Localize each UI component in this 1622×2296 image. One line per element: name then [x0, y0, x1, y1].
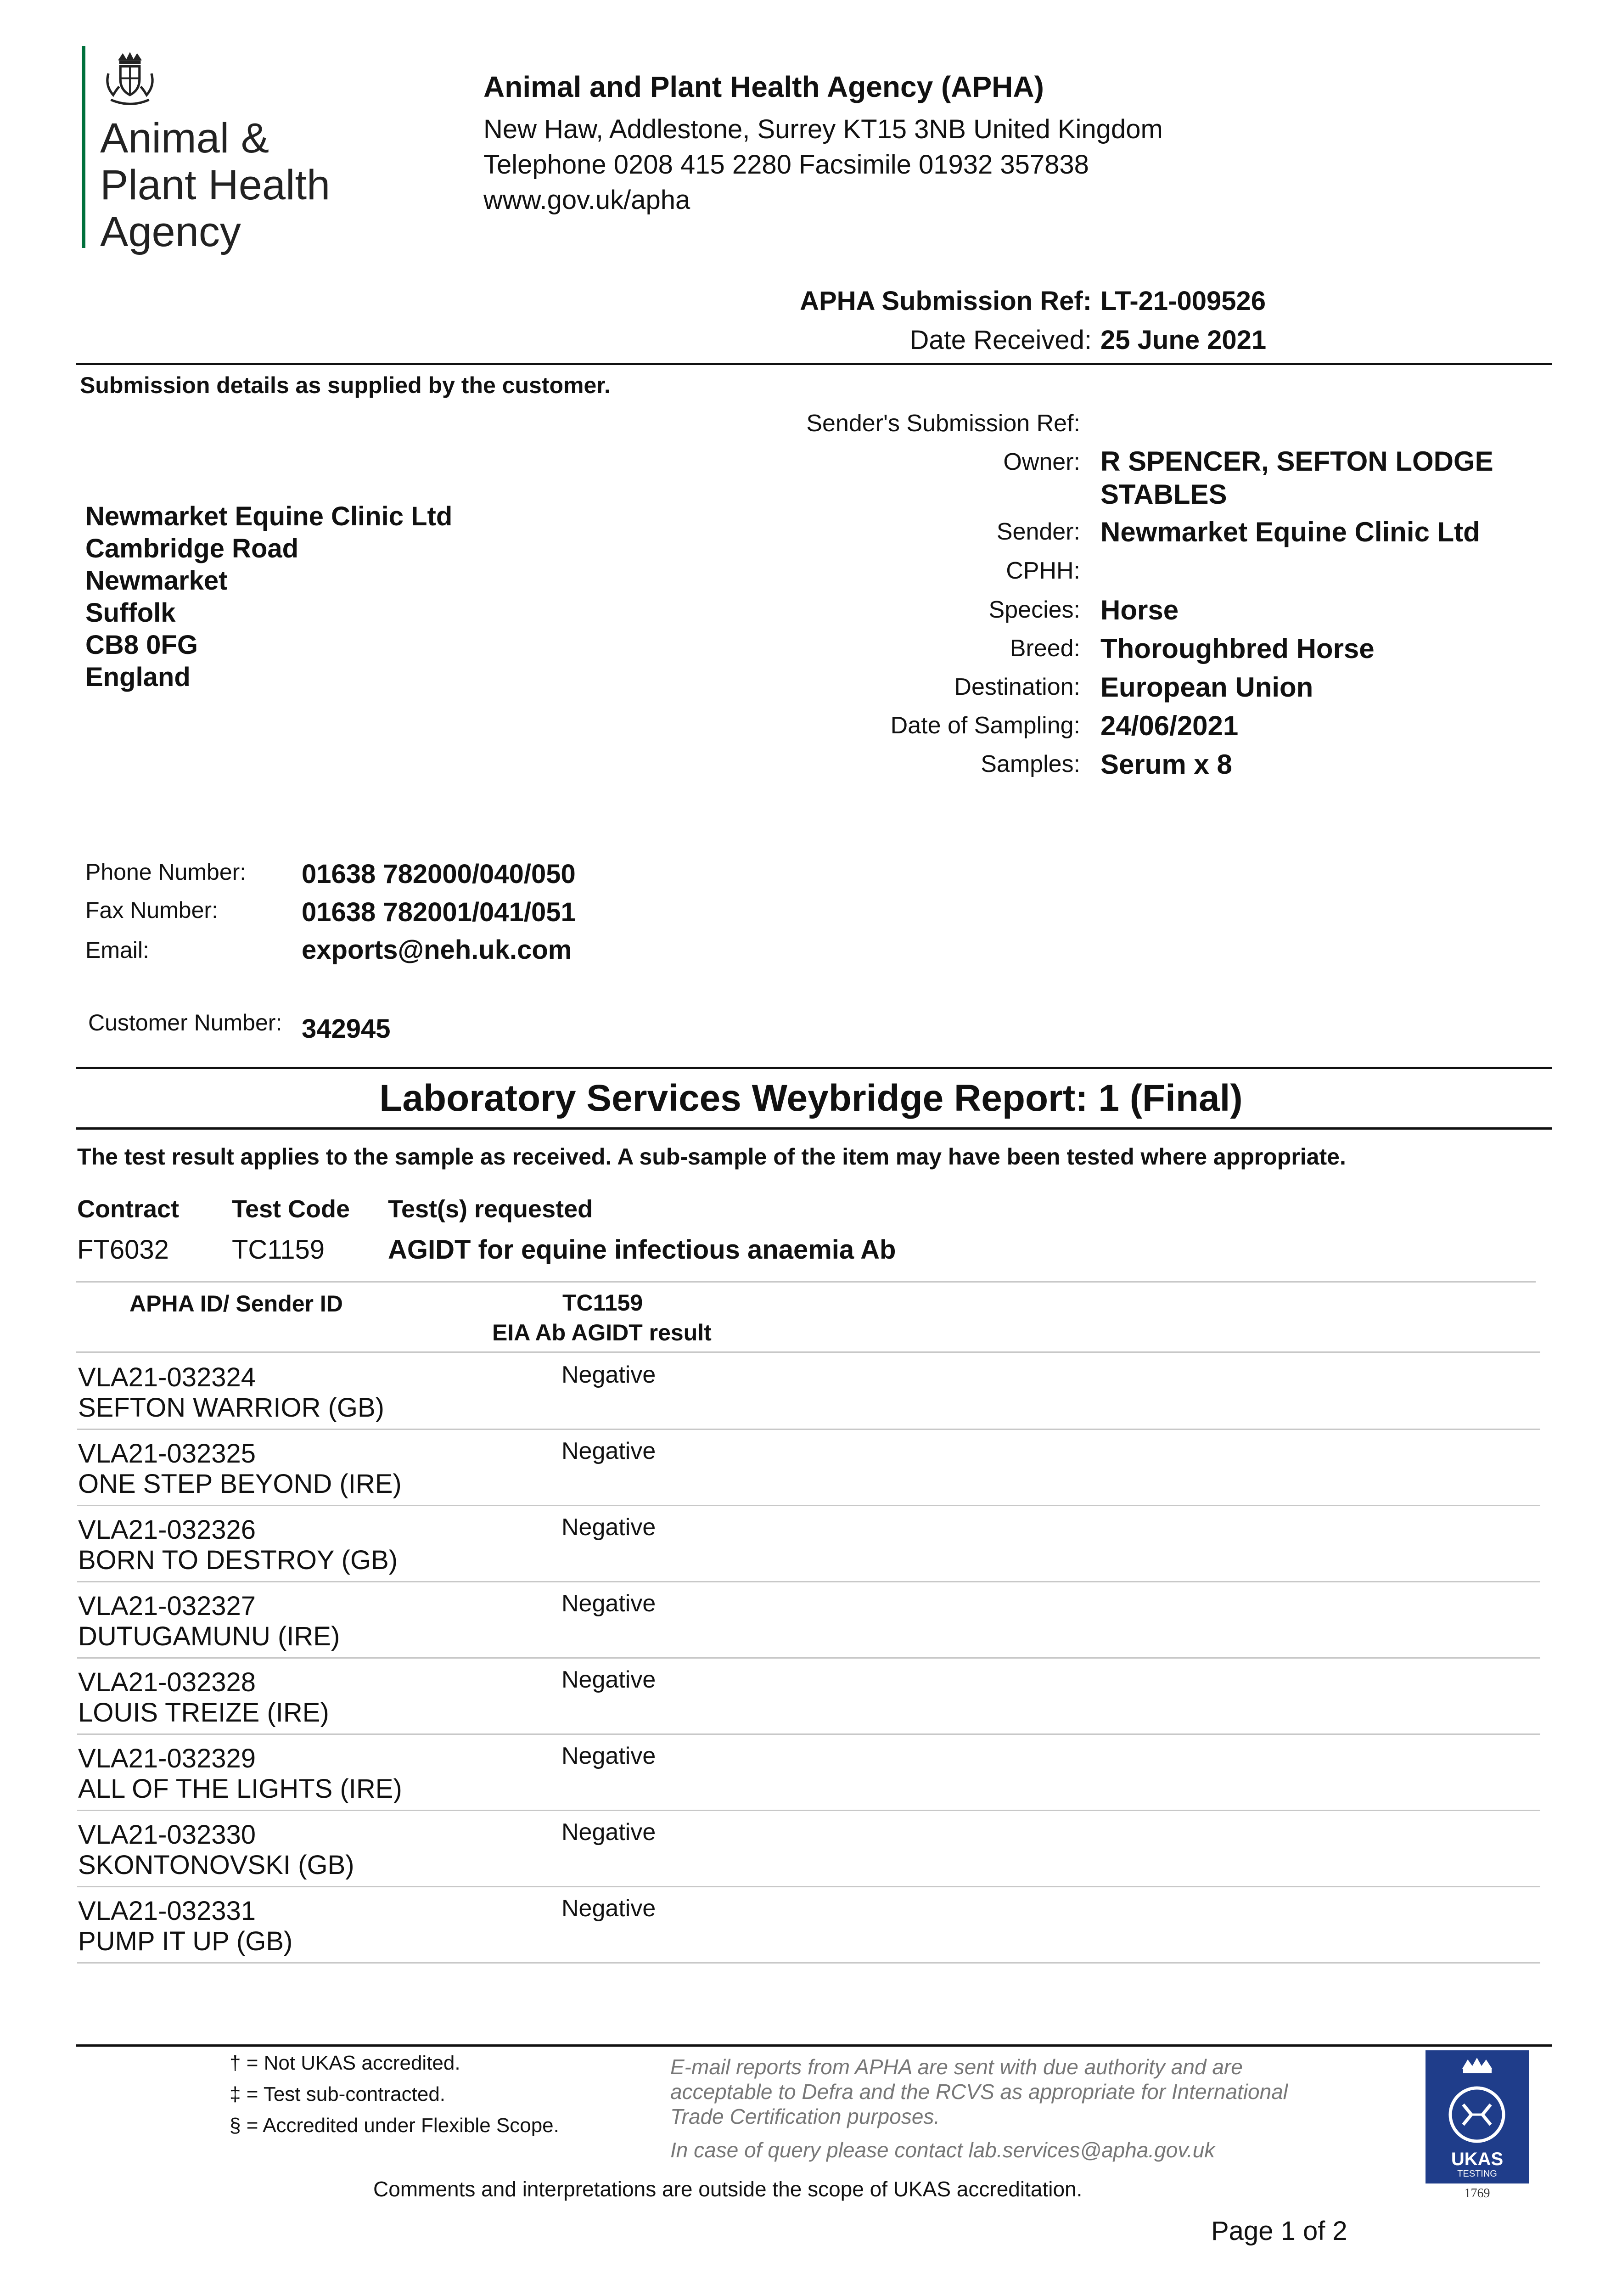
email-note-line1: E-mail reports from APHA are sent with due authority and are: [670, 2055, 1243, 2079]
breed-label: Breed:: [1010, 635, 1080, 662]
test-name-value: AGIDT for equine infectious anaemia Ab: [388, 1235, 896, 1265]
phone-label: Phone Number:: [85, 859, 247, 885]
ukas-text: UKAS: [1451, 2149, 1504, 2169]
customer-number-label: Customer Number:: [88, 1010, 282, 1035]
breed-value: Thoroughbred Horse: [1100, 633, 1375, 664]
phone-value: 01638 782000/040/050: [302, 859, 576, 889]
date-received-label: Date Received:: [909, 325, 1092, 355]
apha-id: VLA21-032328: [78, 1667, 256, 1697]
contract-value: FT6032: [77, 1235, 169, 1265]
result: Negative: [561, 1819, 656, 1846]
sampling-date-value: 24/06/2021: [1100, 710, 1239, 741]
destination-label: Destination:: [954, 674, 1080, 700]
sender-id: ONE STEP BEYOND (IRE): [78, 1469, 402, 1499]
result: Negative: [561, 1743, 656, 1769]
address-line: CB8 0FG: [85, 630, 198, 660]
submission-ref-label: APHA Submission Ref:: [800, 286, 1092, 316]
sender-id: BORN TO DESTROY (GB): [78, 1545, 398, 1575]
owner-label: Owner:: [1003, 449, 1080, 475]
sender-value: Newmarket Equine Clinic Ltd: [1100, 517, 1480, 547]
royal-crest-icon: [100, 50, 160, 109]
address-line: Newmarket Equine Clinic Ltd: [85, 501, 453, 531]
footnote-not-accredited: † = Not UKAS accredited.: [230, 2052, 460, 2074]
sampling-date-label: Date of Sampling:: [890, 712, 1080, 739]
page-number: Page 1 of 2: [1211, 2216, 1347, 2246]
apha-id: VLA21-032330: [78, 1820, 256, 1850]
customer-address: [85, 501, 452, 693]
agency-name: Animal and Plant Health Agency (APHA): [483, 70, 1044, 103]
sender-id: ALL OF THE LIGHTS (IRE): [78, 1774, 402, 1804]
owner-value-line1: R SPENCER, SEFTON LODGE: [1100, 446, 1493, 477]
sender-label: Sender:: [996, 518, 1080, 545]
address-line: Newmarket: [85, 566, 228, 596]
table-row: [77, 1659, 1540, 1735]
email-value[interactable]: exports@neh.uk.com: [302, 935, 572, 965]
row-divider: [77, 1962, 1540, 1964]
cphh-label: CPHH:: [1006, 557, 1080, 584]
test-code-value: TC1159: [232, 1235, 325, 1265]
apha-id: VLA21-032325: [78, 1439, 256, 1469]
report-bottom-rule: [76, 1127, 1552, 1130]
email-label: Email:: [85, 937, 149, 963]
species-label: Species:: [988, 597, 1080, 623]
table-row: [77, 1582, 1540, 1659]
date-received-value: 25 June 2021: [1100, 325, 1267, 355]
footnote-flexible-scope: § = Accredited under Flexible Scope.: [230, 2114, 559, 2137]
table-row: [77, 1430, 1540, 1506]
apha-id: VLA21-032329: [78, 1744, 256, 1773]
ukas-number: 1769: [1464, 2186, 1490, 2200]
submission-note: Submission details as supplied by the customer.: [80, 372, 611, 398]
result: Negative: [561, 1362, 656, 1388]
agency-phone-fax: Telephone 0208 415 2280 Facsimile 01932 357838: [483, 150, 1089, 180]
header-divider: [76, 363, 1552, 365]
apha-id: VLA21-032326: [78, 1515, 256, 1545]
apha-id: VLA21-032331: [78, 1896, 256, 1926]
result: Negative: [561, 1895, 656, 1922]
logo-line-2: Plant Health: [100, 162, 331, 208]
result-column-header-code: TC1159: [562, 1290, 643, 1316]
report-top-rule: [76, 1067, 1552, 1069]
apha-id: VLA21-032324: [78, 1362, 256, 1392]
species-value: Horse: [1100, 595, 1179, 625]
table-header-rule: [76, 1351, 1540, 1353]
logo-line-1: Animal &: [100, 115, 269, 162]
senders-ref-label: Sender's Submission Ref:: [806, 410, 1080, 437]
fax-value: 01638 782001/041/051: [302, 897, 576, 927]
tests-requested-header: Test(s) requested: [388, 1195, 593, 1223]
logo-line-3: Agency: [100, 208, 241, 255]
agency-address: New Haw, Addlestone, Surrey KT15 3NB United Kingdom: [483, 114, 1163, 144]
sender-id: DUTUGAMUNU (IRE): [78, 1621, 340, 1651]
owner-value-line2: STABLES: [1100, 479, 1227, 510]
logo-wordmark: [100, 115, 330, 255]
destination-value: European Union: [1100, 672, 1313, 703]
address-line: Cambridge Road: [85, 534, 299, 563]
address-line: Suffolk: [85, 598, 176, 628]
ukas-comments-note: Comments and interpretations are outside the scope of UKAS accreditation.: [373, 2177, 1083, 2201]
result: Negative: [561, 1438, 656, 1464]
result: Negative: [561, 1514, 656, 1541]
fax-label: Fax Number:: [85, 897, 218, 923]
samples-value: Serum x 8: [1100, 749, 1232, 780]
ukas-sub: TESTING: [1457, 2169, 1497, 2179]
sender-id: LOUIS TREIZE (IRE): [78, 1698, 329, 1728]
table-row: [77, 1811, 1540, 1887]
result: Negative: [561, 1666, 656, 1693]
table-row: [77, 1735, 1540, 1811]
result-column-header-name: EIA Ab AGIDT result: [492, 1320, 712, 1345]
id-column-header: APHA ID/ Sender ID: [129, 1291, 343, 1317]
apha-logo: [82, 46, 339, 262]
address-line: England: [85, 662, 191, 692]
result: Negative: [561, 1590, 656, 1617]
table-row: [77, 1887, 1540, 1964]
samples-label: Samples:: [981, 751, 1080, 777]
ukas-logo: [1426, 2050, 1529, 2202]
table-top-rule: [76, 1281, 1536, 1283]
query-note: In case of query please contact lab.services@apha.gov.uk: [670, 2138, 1215, 2162]
contract-header: Contract: [77, 1195, 180, 1223]
table-row: [77, 1506, 1540, 1582]
customer-number-value: 342945: [302, 1014, 391, 1044]
test-code-header: Test Code: [232, 1195, 350, 1223]
footnote-sub-contracted: ‡ = Test sub-contracted.: [230, 2083, 446, 2105]
logo-green-bar: [82, 46, 85, 248]
sender-id: SKONTONOVSKI (GB): [78, 1850, 354, 1880]
report-title: Laboratory Services Weybridge Report: 1 (Final): [379, 1077, 1243, 1119]
sender-id: PUMP IT UP (GB): [78, 1926, 293, 1956]
submission-ref-value: LT-21-009526: [1100, 286, 1266, 316]
table-row: [77, 1354, 1540, 1430]
email-note-line3: Trade Certification purposes.: [670, 2105, 940, 2128]
email-note-line2: acceptable to Defra and the RCVS as appropriate for International: [670, 2080, 1288, 2104]
report-disclaimer: The test result applies to the sample as received. A sub-sample of the item may have been tested where appropriate.: [77, 1144, 1346, 1170]
apha-id: VLA21-032327: [78, 1591, 256, 1621]
footer-rule: [76, 2044, 1552, 2047]
sender-id: SEFTON WARRIOR (GB): [78, 1393, 384, 1423]
agency-website[interactable]: www.gov.uk/apha: [483, 185, 690, 215]
